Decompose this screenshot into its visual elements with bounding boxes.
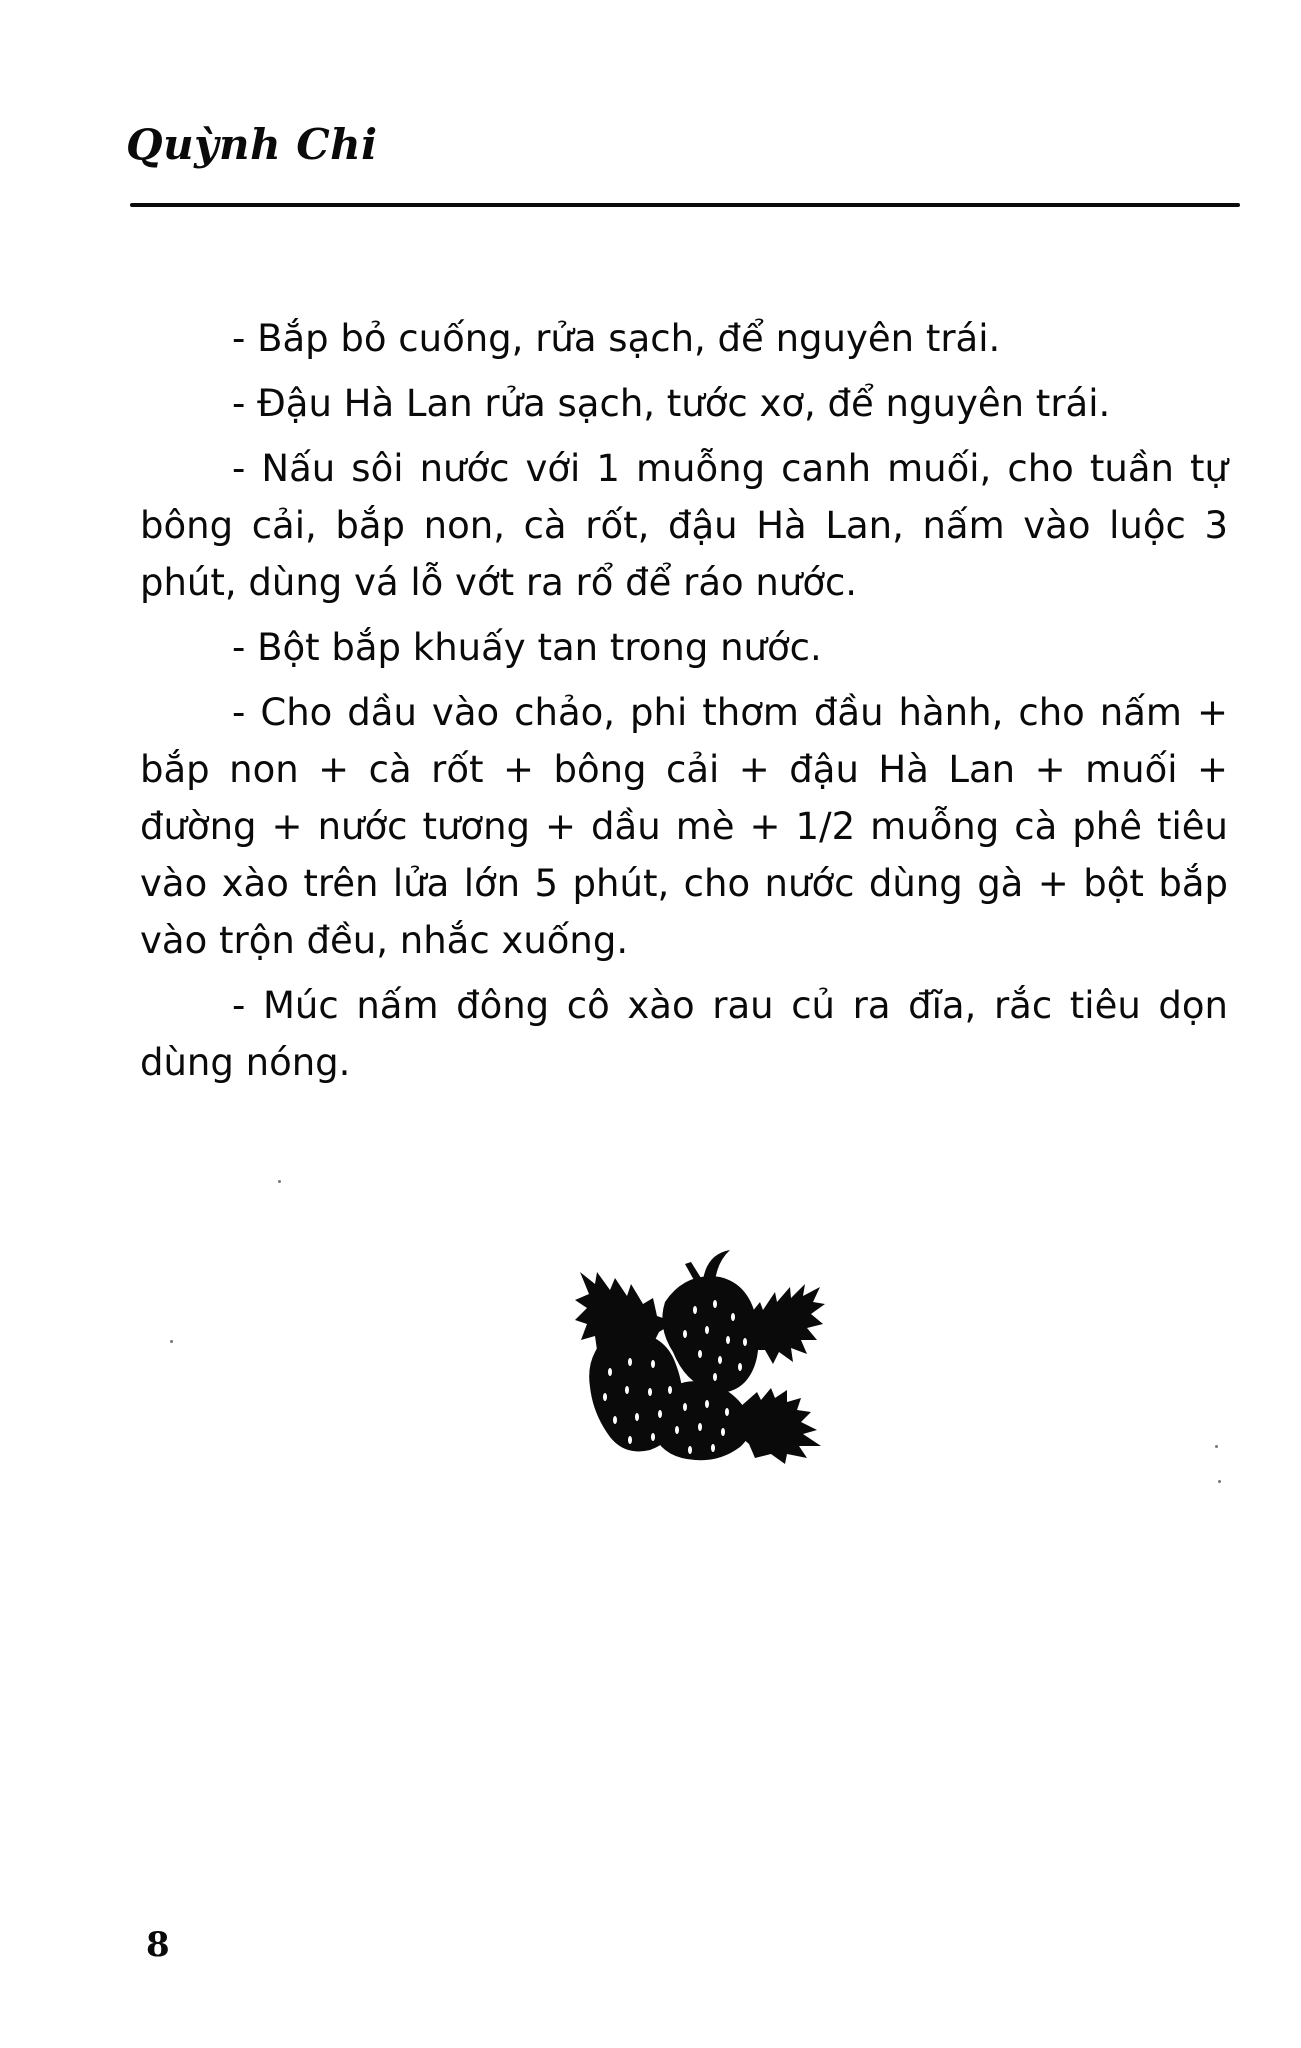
- step-paragraph: - Đậu Hà Lan rửa sạch, tước xơ, để nguyên trái.: [232, 382, 1111, 425]
- step-paragraph: - Bắp bỏ cuống, rửa sạch, để nguyên trái.: [232, 317, 1001, 360]
- step-paragraph: - Múc nấm đông cô xào rau củ ra đĩa, rắc tiêu dọn dùng nóng.: [140, 984, 1228, 1084]
- step-paragraph: - Cho dầu vào chảo, phi thơm đầu hành, cho nấm + bắp non + cà rốt + bông cải + đậu Hà Lan + muối + đường + nước tương + dầu mè + 1/2 muỗng cà phê tiêu vào xào trên lửa lớn 5 phút, cho nước dùng gà + bột bắp vào trộn đều, nhắc xuống.: [140, 691, 1228, 962]
- strawberries-icon: [535, 1232, 835, 1472]
- running-head-author: Quỳnh Chi: [126, 120, 378, 169]
- scan-speck: [1215, 1445, 1218, 1448]
- scan-speck: [278, 1180, 281, 1183]
- recipe-steps: [140, 310, 1228, 1099]
- step-paragraph: - Bột bắp khuấy tan trong nước.: [232, 626, 822, 669]
- header-rule: [130, 203, 1240, 207]
- scan-speck: [170, 1340, 173, 1343]
- scan-speck: [1218, 1480, 1221, 1483]
- page-number: 8: [146, 1925, 170, 1965]
- step-paragraph: - Nấu sôi nước với 1 muỗng canh muối, cho tuần tự bông cải, bắp non, cà rốt, đậu Hà Lan, nấm vào luộc 3 phút, dùng vá lỗ vớt ra rổ để ráo nước.: [140, 447, 1228, 604]
